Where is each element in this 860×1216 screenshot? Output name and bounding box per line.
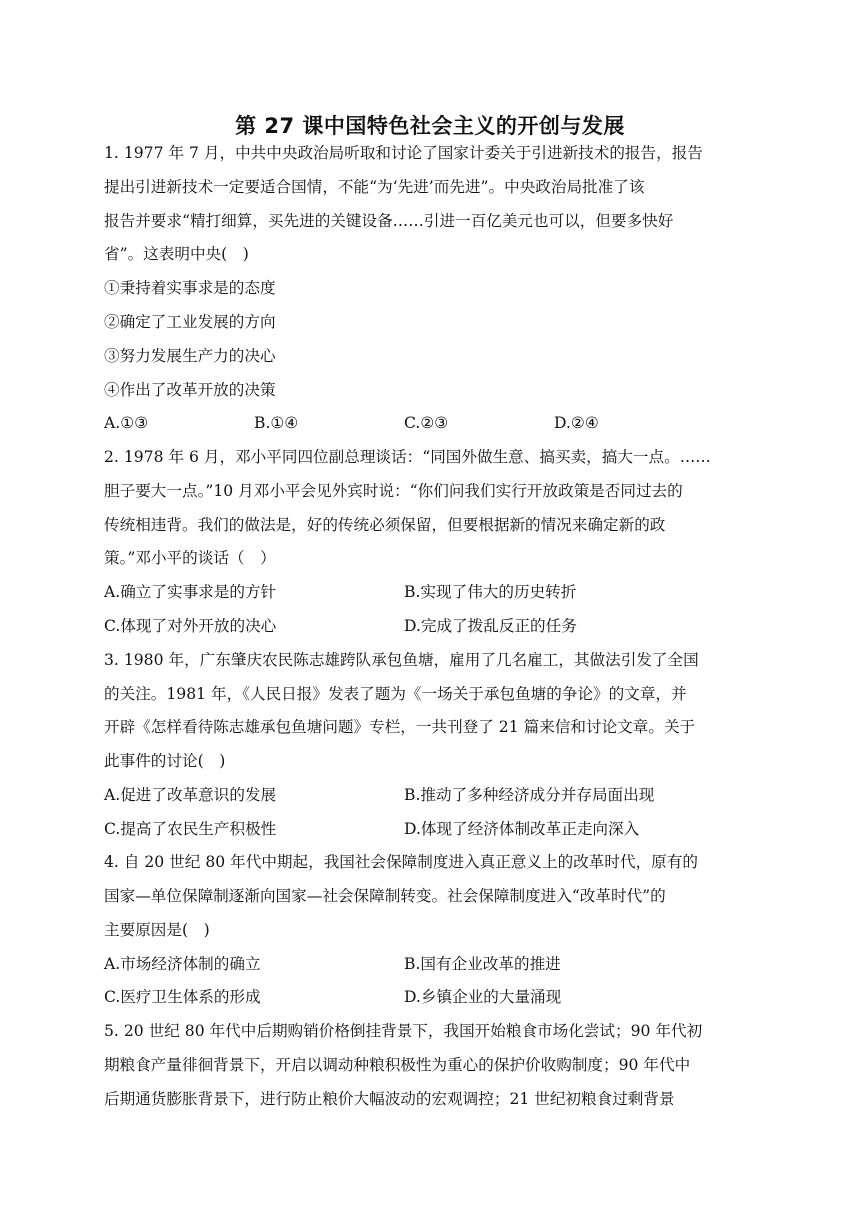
q2-line-1: 2. 1978 年 6 月，邓小平同四位副总理谈话：“同国外做生意、搞买卖，搞大一点。…… [104,448,711,466]
q2-option-b: B.实现了伟大的历史转折 [404,583,577,601]
q4-option-b: B.国有企业改革的推进 [404,955,561,973]
page-title: 第 27 课中国特色社会主义的开创与发展 [235,114,625,138]
q5-line-3: 后期通货膨胀背景下，进行防止粮价大幅波动的宏观调控；21 世纪初粮食过剩背景 [104,1090,675,1108]
q1-option-c: C.②③ [404,414,449,432]
q2-option-d: D.完成了拨乱反正的任务 [404,617,577,635]
q1-item-3: ③努力发展生产力的决心 [104,347,276,365]
q4-line-2: 国家—单位保障制逐渐向国家—社会保障制转变。社会保障制度进入“改革时代”的 [104,887,666,905]
q3-option-d: D.体现了经济体制改革正走向深入 [404,820,640,838]
q4-option-a: A.市场经济体制的确立 [104,955,261,973]
q1-item-2: ②确定了工业发展的方向 [104,313,276,331]
q3-option-c: C.提高了农民生产积极性 [104,820,277,838]
q1-line-1: 1. 1977 年 7 月，中共中央政治局听取和讨论了国家计委关于引进新技术的报告，报告 [104,144,703,162]
q5-line-2: 期粮食产量徘徊背景下，开启以调动种粮积极性为重心的保护价收购制度；90 年代中 [104,1056,691,1074]
q1-line-4: 省”。这表明中央( ) [104,245,249,263]
q1-item-4: ④作出了改革开放的决策 [104,381,276,399]
q1-option-d: D.②④ [554,414,599,432]
q2-line-3: 传统相违背。我们的做法是，好的传统必须保留，但要根据新的情况来确定新的政 [104,516,666,534]
q5-line-1: 5. 20 世纪 80 年代中后期购销价格倒挂背景下，我国开始粮食市场化尝试；90 年代初 [104,1022,703,1040]
q1-line-3: 报告并要求“精打细算，买先进的关键设备……引进一百亿美元也可以，但要多快好 [104,212,674,230]
q1-option-b: B.①④ [254,414,299,432]
q2-option-a: A.确立了实事求是的方针 [104,583,277,601]
q3-line-3: 开辟《怎样看待陈志雄承包鱼塘问题》专栏，一共刊登了 21 篇来信和讨论文章。关于 [104,718,696,736]
q1-item-1: ①秉持着实事求是的态度 [104,279,276,297]
q3-option-b: B.推动了多种经济成分并存局面出现 [404,786,655,804]
q2-line-4: 策。”邓小平的谈话（ ） [104,549,276,567]
q4-option-d: D.乡镇企业的大量涌现 [404,988,562,1006]
q3-line-1: 3. 1980 年，广东肇庆农民陈志雄跨队承包鱼塘，雇用了几名雇工，其做法引发了全国 [104,651,699,669]
q4-option-c: C.医疗卫生体系的形成 [104,988,261,1006]
q2-line-2: 胆子要大一点。”10 月邓小平会见外宾时说：“你们问我们实行开放政策是否同过去的 [104,482,683,500]
q1-line-2: 提出引进新技术一定要适合国情，不能“为‘先进’而先进”。中央政治局批准了该 [104,178,645,196]
q3-line-2: 的关注。1981 年，《人民日报》发表了题为《一场关于承包鱼塘的争论》的文章，并 [104,685,687,703]
q2-option-c: C.体现了对外开放的决心 [104,617,277,635]
q3-option-a: A.促进了改革意识的发展 [104,786,277,804]
q4-line-3: 主要原因是( ) [104,921,210,939]
q1-option-a: A.①③ [104,414,149,432]
q3-line-4: 此事件的讨论( ) [104,752,226,770]
q4-line-1: 4. 自 20 世纪 80 年代中期起，我国社会保障制度进入真正意义上的改革时代，原有的 [104,853,698,871]
